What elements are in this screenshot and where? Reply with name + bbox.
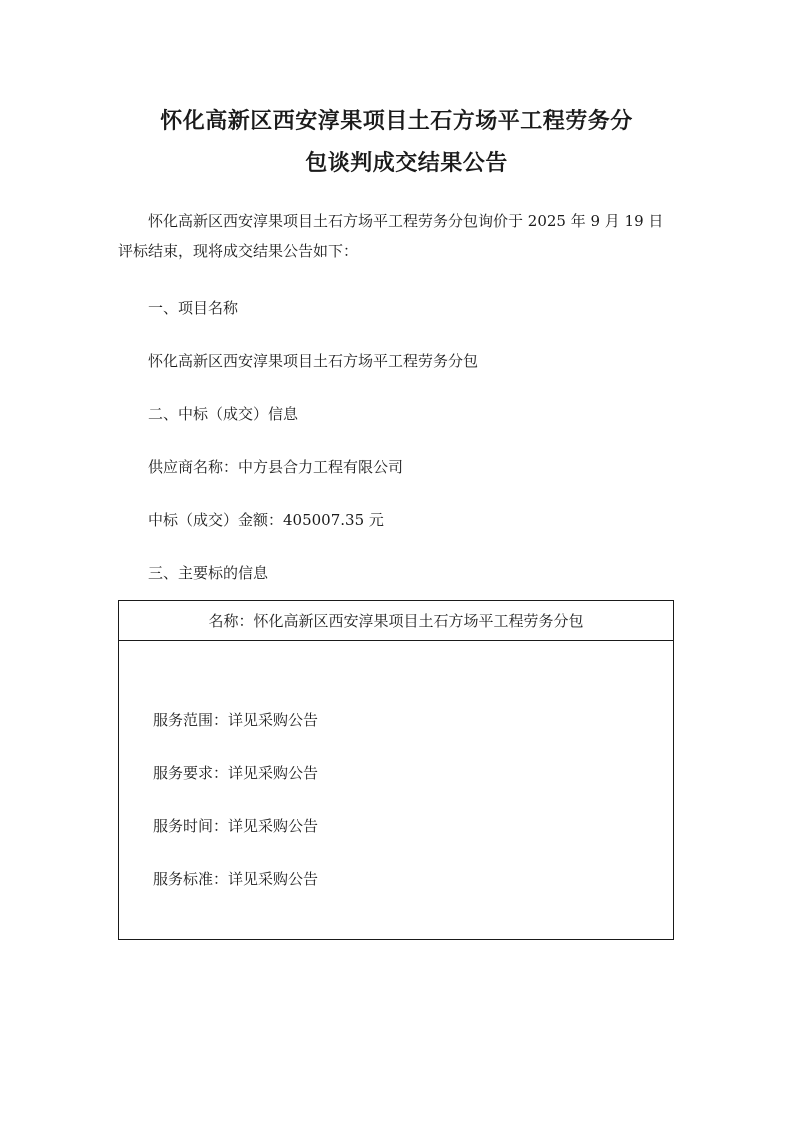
table-row-service-time: 服务时间：详见采购公告 <box>153 817 319 835</box>
document-title-line-2: 包谈判成交结果公告 <box>305 151 508 176</box>
table-header: 名称：怀化高新区西安淳果项目土石方场平工程劳务分包 <box>119 601 673 641</box>
section-2-heading: 二、中标（成交）信息 <box>148 405 299 423</box>
table-row-service-requirements: 服务要求：详见采购公告 <box>153 764 319 782</box>
supplier-name: 供应商名称：中方县合力工程有限公司 <box>148 458 404 476</box>
subject-info-table <box>118 600 674 940</box>
section-3-heading: 三、主要标的信息 <box>148 564 269 582</box>
document-title-line-1: 怀化高新区西安淳果项目土石方场平工程劳务分 <box>160 109 633 134</box>
table-row-service-scope: 服务范围：详见采购公告 <box>153 711 319 729</box>
section-1-heading: 一、项目名称 <box>148 299 239 317</box>
project-name: 怀化高新区西安淳果项目土石方场平工程劳务分包 <box>148 352 479 370</box>
award-amount: 中标（成交）金额：405007.35 元 <box>148 511 384 529</box>
table-row-service-standard: 服务标准：详见采购公告 <box>153 870 319 888</box>
intro-paragraph: 怀化高新区西安淳果项目土石方场平工程劳务分包询价于 2025 年 9 月 19 日评标结束，现将成交结果公告如下： <box>118 212 664 260</box>
